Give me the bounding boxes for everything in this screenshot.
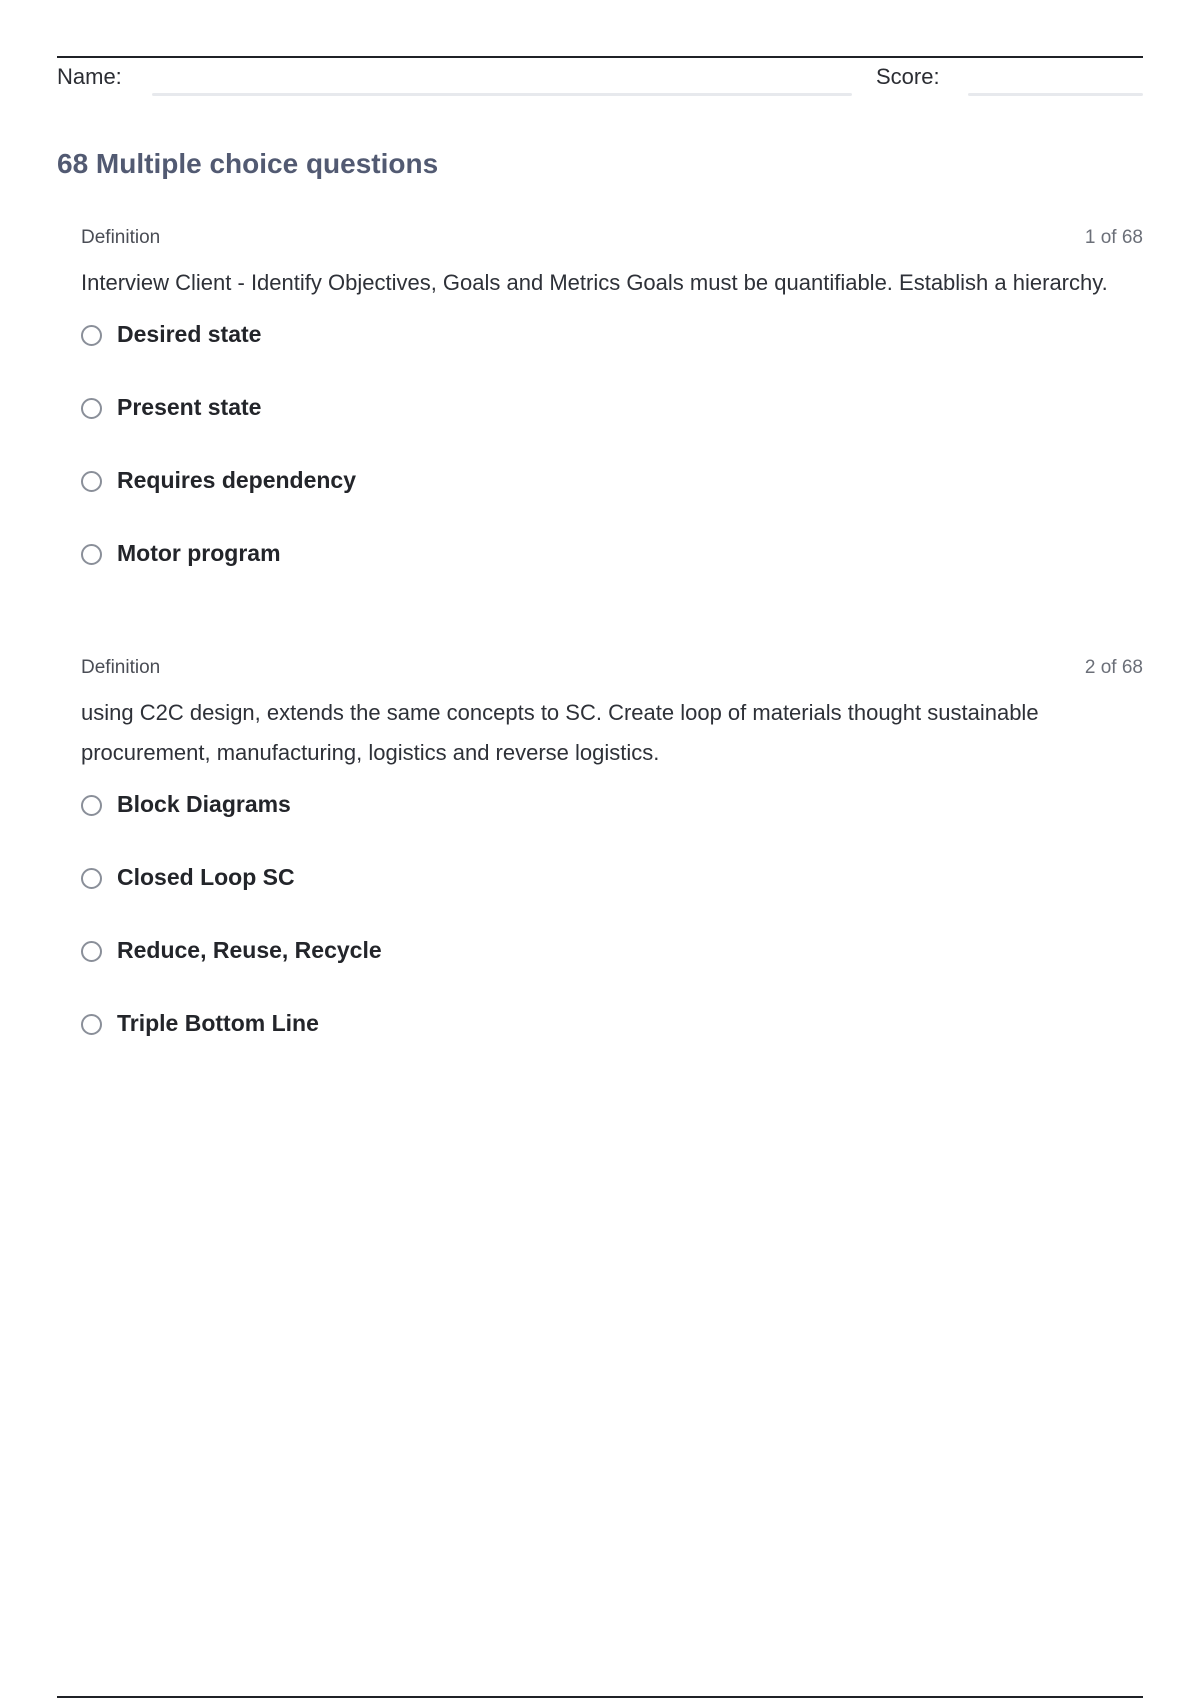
answer-option[interactable] bbox=[81, 791, 1143, 864]
answer-option[interactable] bbox=[81, 864, 1143, 937]
option-label: Reduce, Reuse, Recycle bbox=[117, 937, 382, 963]
question-type: Definition bbox=[81, 227, 161, 248]
answer-option[interactable] bbox=[81, 937, 1143, 1010]
top-rule bbox=[57, 56, 1143, 58]
radio-circle-icon[interactable] bbox=[81, 471, 102, 492]
bottom-rule bbox=[57, 1696, 1143, 1698]
score-label: Score: bbox=[876, 64, 940, 89]
radio-circle-icon[interactable] bbox=[81, 941, 102, 962]
option-label: Motor program bbox=[117, 540, 281, 566]
option-label: Closed Loop SC bbox=[117, 864, 295, 890]
radio-circle-icon[interactable] bbox=[81, 1014, 102, 1035]
answer-option[interactable] bbox=[81, 394, 1143, 467]
radio-circle-icon[interactable] bbox=[81, 398, 102, 419]
answer-option[interactable] bbox=[81, 540, 1143, 613]
answer-option[interactable] bbox=[81, 467, 1143, 540]
answer-options bbox=[81, 791, 1143, 1083]
question-1 bbox=[81, 227, 1143, 613]
name-label: Name: bbox=[57, 64, 122, 89]
radio-circle-icon[interactable] bbox=[81, 795, 102, 816]
name-field[interactable] bbox=[152, 93, 852, 96]
radio-circle-icon[interactable] bbox=[81, 868, 102, 889]
option-label: Triple Bottom Line bbox=[117, 1010, 319, 1036]
question-text: Interview Client - Identify Objectives, Goals and Metrics Goals must be quantifiable. Establish a hierarchy. bbox=[81, 270, 1108, 295]
section-title: 68 Multiple choice questions bbox=[57, 148, 439, 179]
question-2 bbox=[81, 657, 1143, 1083]
option-label: Block Diagrams bbox=[117, 791, 291, 817]
question-text: using C2C design, extends the same concepts to SC. Create loop of materials thought sustainable procurement, manufacturing, logistics and reverse logistics. bbox=[81, 700, 1039, 765]
answer-options bbox=[81, 321, 1143, 613]
question-counter: 2 of 68 bbox=[1084, 657, 1143, 678]
score-field[interactable] bbox=[968, 93, 1143, 96]
option-label: Requires dependency bbox=[117, 467, 357, 493]
option-label: Present state bbox=[117, 394, 262, 420]
radio-circle-icon[interactable] bbox=[81, 544, 102, 565]
question-type: Definition bbox=[81, 657, 161, 678]
answer-option[interactable] bbox=[81, 321, 1143, 394]
radio-circle-icon[interactable] bbox=[81, 325, 102, 346]
option-label: Desired state bbox=[117, 321, 262, 347]
answer-option[interactable] bbox=[81, 1010, 1143, 1083]
question-counter: 1 of 68 bbox=[1084, 227, 1143, 248]
